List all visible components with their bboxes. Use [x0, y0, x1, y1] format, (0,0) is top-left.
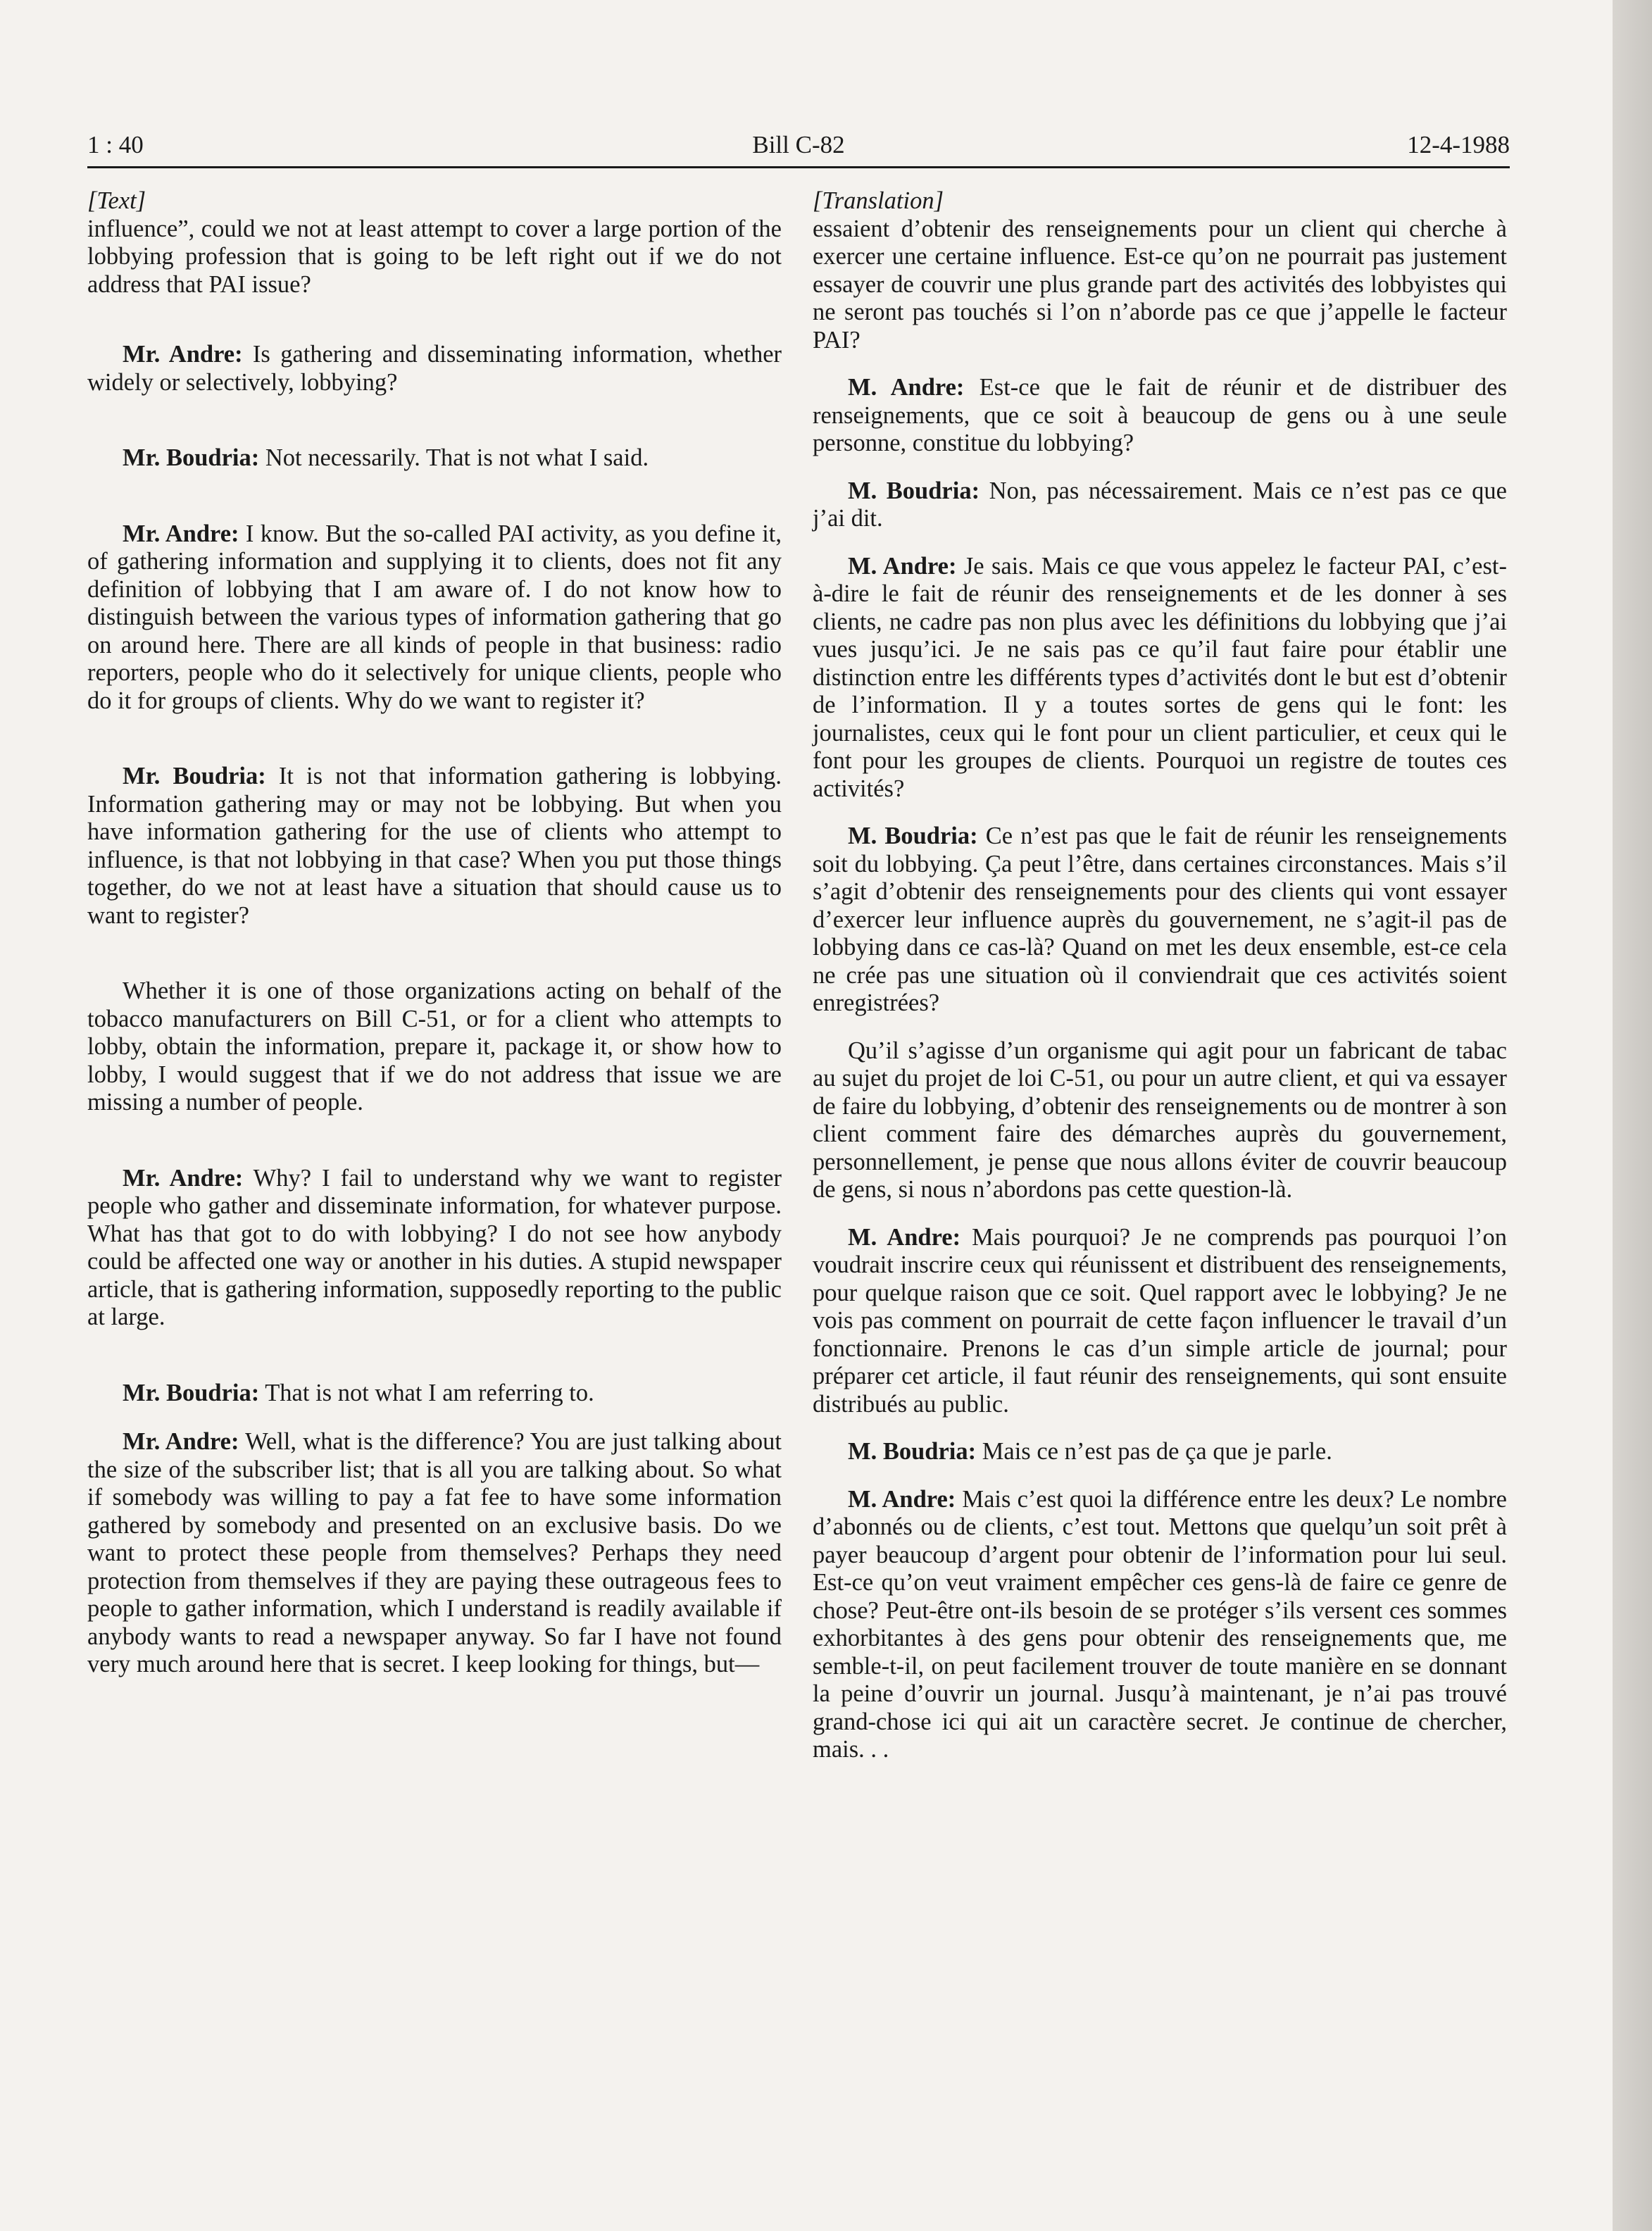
page-header — [87, 131, 1510, 162]
paragraph — [813, 374, 1507, 458]
paragraph — [87, 1428, 782, 1679]
speech: Is gathering and disseminating information, whether widely or selectively, lobbying? — [87, 341, 782, 396]
speaker: M. Andre: — [848, 374, 965, 401]
continuation-paragraph: essaient d’obtenir des renseignements pour un client qui cherche à exercer une certaine influence. Est-ce qu’on ne pourrait pas justement essayer de couvrir une plus grande part des activités des lobbyistes qui ne seront pas touchés si l’on n’aborde pas ce que j’appelle le facteur PAI? — [813, 215, 1507, 354]
binding-gutter — [1613, 0, 1652, 2231]
text-tag: [Text] — [87, 187, 146, 214]
speech: Non, pas nécessairement. Mais ce n’est pas ce que j’ai dit. — [813, 477, 1507, 532]
speech: It is not that information gathering is lobbying. Information gathering may or may not be lobbying. But when you have information gathering for the use of clients who attempt to influence, is that not lobbying in that case? When you put those things together, do we not at least have a situation that should cause us to want to register? — [87, 763, 782, 929]
paragraph — [813, 1438, 1507, 1466]
header-date: 12-4-1988 — [1407, 131, 1510, 158]
speaker: Mr. Boudria: — [123, 763, 266, 789]
speaker: Mr. Boudria: — [123, 444, 260, 471]
speaker: Mr. Andre: — [123, 1428, 239, 1455]
paragraph — [813, 823, 1507, 1018]
speaker: M. Andre: — [848, 552, 957, 580]
speech: Est-ce que le fait de réunir et de distribuer des renseignements, que ce soit à beaucoup de gens ou à une seule personne, constitue du lobbying? — [813, 374, 1507, 456]
speech: Mais ce n’est pas de ça que je parle. — [976, 1438, 1332, 1465]
speech: Qu’il s’agisse d’un organisme qui agit pour un fabricant de tabac au sujet du projet de loi C-51, ou pour un autre client, et qui va essayer de faire du lobbying, d’obtenir des renseignements ou de montrer à son client comment faire des démarches auprès du gouvernement, personnellement, je pense que nous allons éviter de couvrir beaucoup de gens, si nous n’abordons pas cette question-là. — [813, 1037, 1507, 1203]
speech: Not necessarily. That is not what I said. — [259, 444, 649, 471]
speech: Why? I fail to understand why we want to register people who gather and disseminate information, for whatever purpose. What has that got to do with lobbying? I do not see how anybody could be affected one way or another in his duties. A stupid newspaper article, that is gathering information, supposedly reporting to the public at large. — [87, 1164, 782, 1330]
paragraph — [813, 553, 1507, 804]
english-column — [87, 187, 782, 1727]
speech: I know. But the so-called PAI activity, as you define it, of gathering information and supplying it to clients, does not fit any definition of lobbying that I am aware of. I do not know how to distinguish between the various types of information gathering that go on around here. There are all kinds of people in that business: radio reporters, people who do it selectively for unique clients, people who do it for groups of clients. Why do we want to register it? — [87, 520, 782, 714]
continuation-paragraph: influence”, could we not at least attempt to cover a large portion of the lobbying profession that is going to be left right out if we do not address that PAI issue? — [87, 215, 782, 298]
speech: Mais c’est quoi la différence entre les deux? Le nombre d’abonnés ou de clients, c’est tout. Mettons que quelqu’un soit prêt à payer beaucoup d’argent pour obtenir de l’information pour lui seul. Est-ce qu’on veut vraiment empêcher ces gens-là de faire ce genre de chose? Peut-être ont-ils besoin de se protéger s’ils versent ces sommes exhorbitantes à des gens pour obtenir des renseignements que, me semble-t-il, on peut facilement trouver de toute manière en se donnant la peine d’ouvrir un journal. Jusqu’à maintenant, je n’ai pas trouvé grand-chose ici qui ait un caractère secret. Je continue de chercher, mais. . . — [813, 1485, 1507, 1763]
speech: Well, what is the difference? You are just talking about the size of the subscriber list; that is all you are talking about. So what if somebody was willing to pay a fat fee to have some information gathered by somebody and presented on an exclusive basis. Do we want to protect these people from themselves? Perhaps they need protection from themselves if they are paying these outrageous fees to people to gather information, which I understand is readily available if anybody wants to read a newspaper anyway. So far I have not found very much around here that is secret. I keep looking for things, but— — [87, 1428, 782, 1677]
speaker: Mr. Andre: — [123, 341, 243, 368]
paragraph — [87, 1165, 782, 1332]
paragraph — [87, 1380, 782, 1408]
speech: Whether it is one of those organizations acting on behalf of the tobacco manufacturers on Bill C-51, or for a client who attempts to lobby, obtain the information, prepare it, package it, or show how to lobby, I would suggest that if we do not address that issue we are missing a number of people. — [87, 977, 782, 1116]
page-number: 1 : 40 — [87, 131, 144, 158]
translation-tag: [Translation] — [813, 187, 944, 214]
paragraph — [87, 977, 782, 1117]
french-column — [813, 187, 1507, 1784]
header-rule — [87, 166, 1510, 168]
paragraph — [87, 763, 782, 930]
paragraph — [87, 444, 782, 473]
speech: Mais pourquoi? Je ne comprends pas pourquoi l’on voudrait inscrire ceux qui réunissent et distribuent des renseignements, pour quelque raison que ce soit. Quel rapport avec le lobbying? Je ne vois pas comment on pourrait de cette façon influencer le travail d’un fonctionnaire. Prenons le cas d’un simple article de journal; pour préparer cet article, il faut réunir des renseignements, qui sont ensuite distribués au public. — [813, 1223, 1507, 1418]
paragraph — [813, 1037, 1507, 1204]
paragraph — [813, 1224, 1507, 1419]
speaker: Mr. Andre: — [123, 1164, 244, 1192]
speaker: M. Andre: — [848, 1485, 956, 1513]
speaker: M. Boudria: — [848, 823, 978, 849]
speaker: M. Boudria: — [848, 1438, 977, 1465]
speech: Ce n’est pas que le fait de réunir les renseignements soit du lobbying. Ça peut l’être, dans certaines circonstances. Mais s’il s’agit d’obtenir des renseignements pour des clients qui vont essayer d’exercer leur influence auprès du gouvernement, ne s’agit-il pas de lobbying dans ce cas-là? Quand on met les deux ensemble, est-ce cela ne crée pas une situation où il conviendrait que ces activités soient enregistrées? — [813, 823, 1507, 1016]
bill-title: Bill C-82 — [752, 131, 845, 158]
paragraph — [813, 1486, 1507, 1764]
speaker: Mr. Andre: — [123, 520, 239, 547]
paragraph — [813, 477, 1507, 533]
speech: That is not what I am referring to. — [259, 1379, 594, 1406]
paragraph — [87, 341, 782, 396]
speaker: M. Andre: — [848, 1223, 961, 1251]
speaker: Mr. Boudria: — [123, 1379, 260, 1406]
speaker: M. Boudria: — [848, 477, 980, 504]
speech: Je sais. Mais ce que vous appelez le facteur PAI, c’est-à-dire le fait de réunir des renseignements et de les donner à ses clients, ne cadre pas non plus avec les définitions du lobbying que j’ai vues jusqu’ici. Je ne sais pas ce qu’il faut faire pour établir une distinction entre les différents types d’activités dont le but est d’obtenir de l’information. Il y a toutes sortes de gens qui le font: les journalistes, ceux qui le font pour un client particulier, et ceux qui le font pour les groupes de clients. Pourquoi un registre de toutes ces activités? — [813, 552, 1507, 802]
paragraph — [87, 520, 782, 715]
